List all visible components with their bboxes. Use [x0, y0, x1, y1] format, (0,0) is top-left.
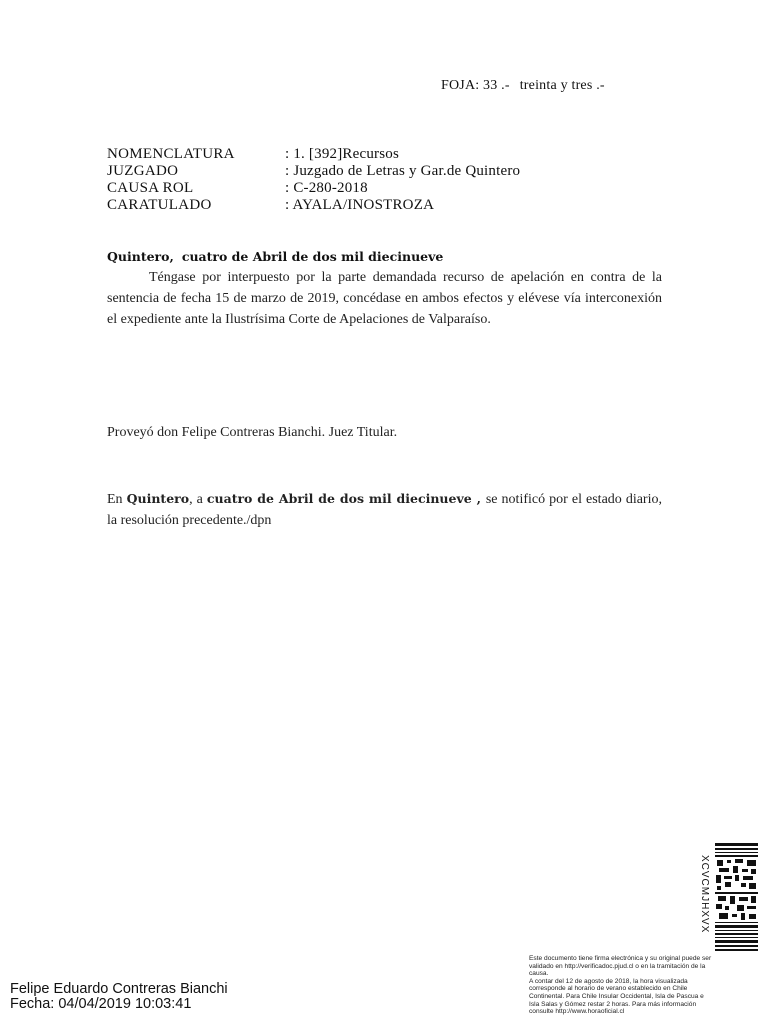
header-label: CARATULADO: [107, 197, 212, 213]
case-header: [107, 146, 520, 214]
foja-words: treinta y tres .-: [519, 78, 605, 93]
header-value: : AYALA/INOSTROZA: [285, 197, 435, 213]
foja-header: [441, 78, 605, 94]
notice-line: Este documento tiene firma electrónica y su original puede ser: [529, 955, 712, 962]
notice-line: consulte http://www.horaoficial.cl: [529, 1008, 625, 1016]
notif-rest: se notificó por el estado diario, la resolución precedente./dpn: [107, 492, 662, 528]
header-label: NOMENCLATURA: [107, 146, 235, 162]
notif-comma: ,: [471, 491, 486, 506]
header-value: : Juzgado de Letras y Gar.de Quintero: [285, 163, 521, 179]
notif-prefix: En: [107, 492, 127, 507]
resolution-text: Téngase por interpuesto por la parte demandada recurso de apelación en contra de la sentencia de fecha 15 de marzo de 2019, concédase en ambos efectos y elévese vía interconexión el expediente ante la Ilustrísima Corte de Apelaciones de Valparaíso.: [107, 270, 662, 327]
signature-date: Fecha: 04/04/2019 10:03:41: [10, 996, 192, 1012]
barcode-icon: [715, 843, 758, 953]
header-row-caratulado: [107, 197, 520, 214]
header-value: : 1. [392]Recursos: [285, 146, 399, 162]
header-row-juzgado: [107, 163, 520, 180]
notice-line: validado en http://verificadoc.pjud.cl o en la tramitación de la: [529, 962, 706, 970]
header-row-causa-rol: [107, 180, 520, 197]
judge-line: Proveyó don Felipe Contreras Bianchi. Juez Titular.: [107, 425, 398, 440]
notice-line: corresponde al horario de verano establecido en Chile: [529, 985, 688, 993]
notif-mid: , a: [189, 492, 207, 507]
header-value: : C-280-2018: [285, 180, 368, 196]
verification-code: XCVCMJHXVX: [699, 855, 710, 934]
signature-block: [10, 982, 228, 1012]
signer-name: Felipe Eduardo Contreras Bianchi: [10, 981, 228, 997]
notice-line: Isla Salas y Gómez restar 2 horas. Para más información: [529, 1000, 697, 1008]
notif-date: cuatro de Abril de dos mil diecinueve: [206, 491, 472, 506]
foja-number: FOJA: 33 .-: [441, 78, 510, 93]
resolution-block: [107, 248, 662, 330]
header-label: JUZGADO: [107, 163, 179, 179]
date-text: cuatro de Abril de dos mil diecinueve: [181, 249, 444, 264]
header-label: CAUSA ROL: [107, 180, 194, 196]
notice-line: A contar del 12 de agosto de 2018, la hora visualizada: [529, 977, 688, 985]
date-place: Quintero,: [107, 249, 174, 264]
notification-text: [107, 488, 662, 531]
notice-line: causa.: [529, 970, 549, 978]
date-line: [107, 248, 662, 265]
notif-place: Quintero: [126, 491, 190, 506]
notice-line: Continental. Para Chile Insular Occidental, Isla de Pascua e: [529, 992, 704, 1000]
header-row-nomenclatura: [107, 146, 520, 163]
verification-notice: [529, 955, 758, 1016]
